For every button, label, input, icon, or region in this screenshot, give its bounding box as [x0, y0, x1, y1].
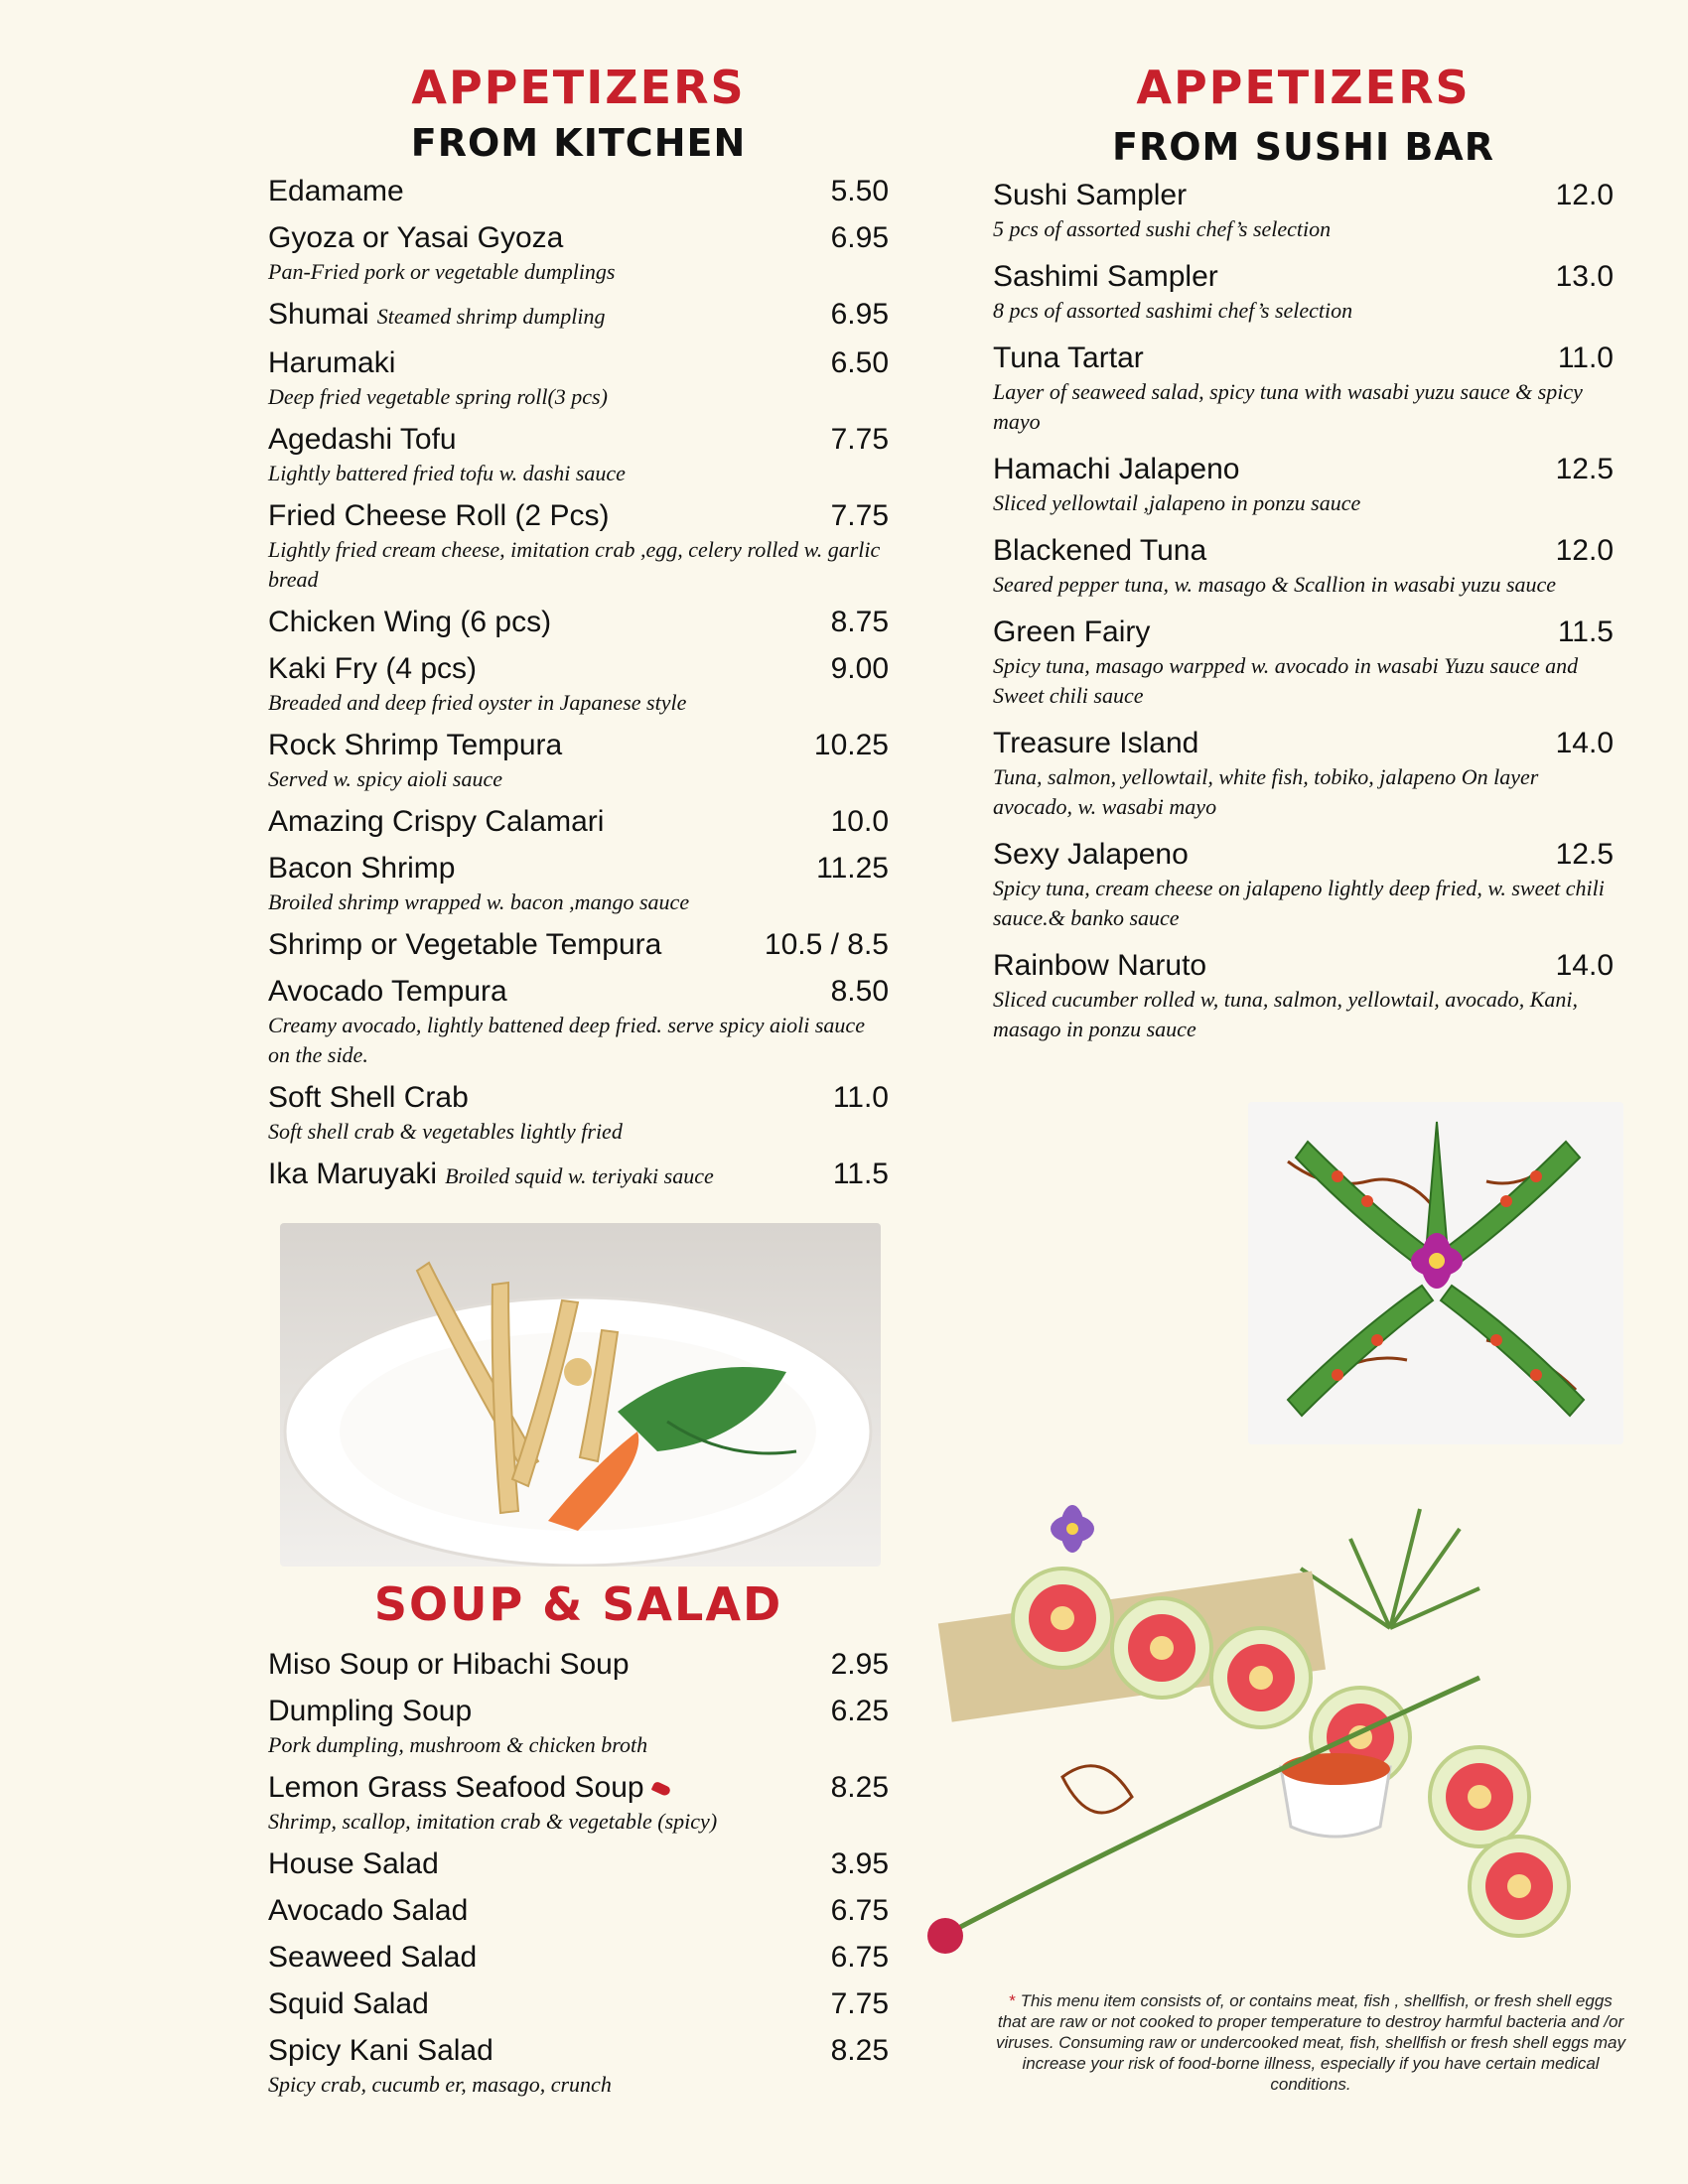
menu-item-description: Spicy tuna, cream cheese on jalapeno lightly deep fried, w. sweet chili sauce.& banko sauce	[993, 876, 1605, 930]
menu-item-name	[993, 836, 1189, 874]
menu-item-price: 5.50	[830, 175, 889, 207]
menu-item-name-text: Harumaki	[268, 346, 396, 379]
menu-item-name	[268, 650, 477, 688]
menu-item-price: 14.0	[1555, 727, 1614, 759]
menu-item	[268, 1769, 889, 1837]
menu-item-row	[268, 421, 889, 459]
menu-item-row	[993, 836, 1614, 874]
tempura-photo	[280, 1223, 881, 1567]
menu-item	[268, 1892, 889, 1930]
menu-item-price: 2.95	[830, 1648, 889, 1681]
menu-item-name	[993, 340, 1144, 377]
menu-item-price: 11.25	[816, 852, 889, 885]
menu-item-name	[268, 497, 609, 535]
menu-item-name-text: Rainbow Naruto	[993, 949, 1207, 982]
menu-item-name-text: Shrimp or Vegetable Tempura	[268, 928, 662, 961]
menu-item-price: 3.95	[830, 1847, 889, 1880]
menu-item-name	[268, 1769, 670, 1807]
kitchen-section	[268, 60, 889, 1204]
menu-item-name	[268, 219, 563, 257]
menu-item	[268, 1693, 889, 1760]
raw-food-disclaimer	[993, 1990, 1628, 2095]
menu-item-description: Lightly fried cream cheese, imitation crab ,egg, celery rolled w. garlic bread	[268, 537, 881, 592]
menu-item-name	[268, 803, 604, 841]
menu-item-name-text: Kaki Fry (4 pcs)	[268, 652, 478, 685]
menu-item-name	[268, 1939, 477, 1977]
menu-item	[268, 344, 889, 412]
menu-item-price: 10.0	[830, 805, 889, 838]
menu-item-row	[268, 296, 889, 336]
menu-item	[268, 173, 889, 210]
disclaimer-star: *	[1009, 1991, 1016, 2010]
menu-item-price: 6.75	[830, 1941, 889, 1974]
menu-item-row	[268, 803, 889, 841]
menu-item	[993, 725, 1614, 822]
menu-item-price: 12.5	[1555, 453, 1614, 485]
menu-item-description: Deep fried vegetable spring roll(3 pcs)	[268, 384, 608, 409]
menu-item-name-text: Sexy Jalapeno	[993, 838, 1189, 871]
menu-item-price: 6.50	[830, 346, 889, 379]
menu-item-price: 8.25	[830, 1771, 889, 1804]
menu-item-name-text: Treasure Island	[993, 727, 1199, 759]
menu-item	[268, 803, 889, 841]
menu-item-row	[268, 604, 889, 641]
menu-item-name	[268, 2032, 493, 2070]
menu-item-name	[268, 173, 404, 210]
menu-item-name	[268, 604, 551, 641]
menu-item-description: Pan-Fried pork or vegetable dumplings	[268, 259, 616, 284]
jalapeno-plate-illustration	[1248, 1102, 1623, 1444]
menu-item-name-text: Ika Maruyaki	[268, 1158, 438, 1190]
menu-item-row	[993, 532, 1614, 570]
menu-item	[993, 532, 1614, 600]
menu-item-name	[993, 451, 1239, 488]
menu-item-name-text: Squid Salad	[268, 1987, 429, 2020]
menu-item	[268, 850, 889, 917]
menu-item-name	[268, 421, 457, 459]
menu-item-name-text: Tuna Tartar	[993, 341, 1144, 374]
menu-item-price: 14.0	[1555, 949, 1614, 982]
menu-item-price: 6.75	[830, 1894, 889, 1927]
menu-item-price: 7.75	[830, 423, 889, 456]
menu-item-row	[993, 614, 1614, 651]
menu-item-price: 6.95	[830, 221, 889, 254]
menu-item-name-text: Miso Soup or Hibachi Soup	[268, 1648, 630, 1681]
soup-item-list	[268, 1646, 889, 2100]
menu-item-description: Soft shell crab & vegetables lightly fried	[268, 1119, 623, 1144]
menu-item-price: 7.75	[830, 499, 889, 532]
menu-item-description: Spicy tuna, masago warpped w. avocado in wasabi Yuzu sauce and Sweet chili sauce	[993, 653, 1579, 708]
kitchen-title: APPETIZERS	[411, 61, 746, 114]
menu-item-description: Lightly battered fried tofu w. dashi sauce	[268, 461, 626, 485]
menu-item	[993, 451, 1614, 518]
menu-item-description: Breaded and deep fried oyster in Japanese style	[268, 690, 687, 715]
kitchen-item-list	[268, 173, 889, 1195]
menu-item-description: Broiled shrimp wrapped w. bacon ,mango sauce	[268, 889, 690, 914]
menu-item-row	[993, 725, 1614, 762]
menu-item-price: 13.0	[1555, 260, 1614, 293]
menu-item-price: 10.25	[813, 729, 889, 761]
menu-item-name-text: Agedashi Tofu	[268, 423, 457, 456]
menu-item-description: Seared pepper tuna, w. masago & Scallion in wasabi yuzu sauce	[993, 572, 1557, 597]
menu-item-description: Layer of seaweed salad, spicy tuna with wasabi yuzu sauce & spicy mayo	[993, 379, 1583, 434]
menu-item-row	[268, 727, 889, 764]
menu-item-description: Pork dumpling, mushroom & chicken broth	[268, 1732, 648, 1757]
menu-item-name-text: Blackened Tuna	[993, 534, 1207, 567]
menu-item-description: Shrimp, scallop, imitation crab & vegetable (spicy)	[268, 1809, 718, 1834]
chili-pepper-icon	[650, 1781, 671, 1798]
menu-item-name	[268, 1079, 469, 1117]
menu-item-row	[268, 1079, 889, 1117]
menu-item-row	[268, 1892, 889, 1930]
menu-item-name	[268, 1646, 630, 1684]
sushi-subtitle: FROM SUSHI BAR	[1112, 125, 1494, 169]
menu-item-name	[268, 926, 661, 964]
menu-item-row	[268, 973, 889, 1011]
sexy-jalapeno-photo	[1248, 1102, 1623, 1444]
menu-item-name-text: Rock Shrimp Tempura	[268, 729, 563, 761]
menu-item-row	[993, 947, 1614, 985]
menu-item-description: Sliced cucumber rolled w, tuna, salmon, yellowtail, avocado, Kani, masago in ponzu sauce	[993, 987, 1579, 1041]
menu-item	[268, 926, 889, 964]
menu-item-row	[268, 926, 889, 964]
menu-item-description: Sliced yellowtail ,jalapeno in ponzu sauce	[993, 490, 1361, 515]
menu-item-row	[268, 497, 889, 535]
menu-item	[268, 604, 889, 641]
menu-item	[268, 421, 889, 488]
menu-item-name	[993, 947, 1206, 985]
menu-item-price: 8.25	[830, 2034, 889, 2067]
menu-item-name-text: Soft Shell Crab	[268, 1081, 469, 1114]
menu-item-name	[268, 1845, 439, 1883]
menu-item-row	[268, 173, 889, 210]
menu-item-price: 11.5	[1557, 615, 1614, 648]
menu-item-inline-desc: Steamed shrimp dumpling	[376, 304, 606, 329]
menu-item	[268, 1646, 889, 1684]
menu-item-row	[268, 850, 889, 887]
menu-item-price: 6.95	[830, 298, 889, 331]
naruto-plate-illustration	[923, 1420, 1658, 1976]
menu-item-name	[268, 1156, 714, 1195]
menu-item-name-text: Edamame	[268, 175, 404, 207]
menu-item-description: Creamy avocado, lightly battened deep fried. serve spicy aioli sauce on the side.	[268, 1013, 865, 1067]
menu-item-row	[268, 1985, 889, 2023]
menu-item	[993, 947, 1614, 1044]
soup-section	[268, 1576, 889, 2109]
sushi-title: APPETIZERS	[1136, 61, 1471, 114]
menu-item-name-text: Spicy Kani Salad	[268, 2034, 493, 2067]
menu-item	[268, 1079, 889, 1147]
menu-item-row	[268, 1939, 889, 1977]
menu-item-name	[268, 296, 605, 336]
menu-item-row	[268, 344, 889, 382]
menu-item-name	[993, 532, 1206, 570]
menu-item-row	[993, 340, 1614, 377]
menu-item	[268, 1156, 889, 1195]
menu-item-price: 12.0	[1555, 534, 1614, 567]
menu-item	[268, 219, 889, 287]
menu-item-name	[268, 727, 562, 764]
menu-item-name-text: Sushi Sampler	[993, 179, 1188, 211]
menu-item-row	[993, 258, 1614, 296]
menu-item	[268, 650, 889, 718]
menu-item-price: 8.50	[830, 975, 889, 1008]
menu-item-name-text: Seaweed Salad	[268, 1941, 478, 1974]
menu-item-name	[268, 344, 395, 382]
menu-item-price: 7.75	[830, 1987, 889, 2020]
menu-item-description: Spicy crab, cucumb er, masago, crunch	[268, 2072, 612, 2097]
menu-item-name-text: Avocado Tempura	[268, 975, 507, 1008]
menu-item-price: 11.0	[832, 1081, 889, 1114]
menu-item	[268, 973, 889, 1070]
menu-item-name-text: Chicken Wing (6 pcs)	[268, 606, 552, 638]
menu-item	[268, 1985, 889, 2023]
menu-item	[993, 836, 1614, 933]
kitchen-subtitle: FROM KITCHEN	[410, 121, 747, 165]
menu-item-price: 9.00	[830, 652, 889, 685]
sushi-section	[993, 60, 1614, 1058]
menu-item-name	[268, 850, 455, 887]
menu-item-price: 12.0	[1555, 179, 1614, 211]
menu-item-name-text: Bacon Shrimp	[268, 852, 456, 885]
menu-item-name-text: Gyoza or Yasai Gyoza	[268, 221, 564, 254]
menu-item-row	[268, 1845, 889, 1883]
menu-item-name-text: Dumpling Soup	[268, 1695, 473, 1727]
disclaimer-text: This menu item consists of, or contains meat, fish , shellfish, or fresh shell eggs that are raw or not cooked to proper temperature to destroy harmful bacteria and /or viruses. Consuming raw or undercooked meat, fish, shellfish or fresh shell eggs may increase your risk of food-borne illness, especially if you have certain medical conditions.	[995, 1991, 1625, 2094]
menu-item-name-text: Fried Cheese Roll (2 Pcs)	[268, 499, 610, 532]
menu-item-name-text: Green Fairy	[993, 615, 1151, 648]
soup-title: SOUP & SALAD	[373, 1577, 783, 1631]
menu-item	[268, 296, 889, 336]
menu-item-name	[993, 258, 1218, 296]
menu-item	[268, 727, 889, 794]
menu-item-price: 12.5	[1555, 838, 1614, 871]
menu-item	[268, 1845, 889, 1883]
menu-item-name-text: Hamachi Jalapeno	[993, 453, 1240, 485]
menu-item-row	[268, 650, 889, 688]
menu-item-name-text: Avocado Salad	[268, 1894, 469, 1927]
menu-item	[268, 1939, 889, 1977]
menu-item-description: 5 pcs of assorted sushi chef’s selection	[993, 216, 1332, 241]
menu-item-name-text: Lemon Grass Seafood Soup	[268, 1771, 644, 1804]
menu-item-row	[993, 451, 1614, 488]
menu-item-row	[268, 1693, 889, 1730]
sushi-item-list	[993, 177, 1614, 1044]
menu-item-name	[268, 1693, 472, 1730]
menu-item-name	[268, 1985, 429, 2023]
menu-item	[993, 614, 1614, 711]
menu-item-description: 8 pcs of assorted sashimi chef’s selection	[993, 298, 1353, 323]
menu-item-row	[268, 1769, 889, 1807]
menu-item-price: 6.25	[830, 1695, 889, 1727]
menu-item-row	[993, 177, 1614, 214]
menu-item	[993, 177, 1614, 244]
menu-item	[268, 497, 889, 595]
menu-item-description: Tuna, salmon, yellowtail, white fish, tobiko, jalapeno On layer avocado, w. wasabi mayo	[993, 764, 1539, 819]
menu-item-price: 11.0	[1557, 341, 1614, 374]
tempura-plate-illustration	[280, 1223, 881, 1567]
menu-item-name-text: Sashimi Sampler	[993, 260, 1218, 293]
menu-item-name	[993, 725, 1198, 762]
menu-item-name	[993, 614, 1150, 651]
menu-item-description: Served w. spicy aioli sauce	[268, 766, 503, 791]
menu-item-price: 10.5 / 8.5	[764, 928, 889, 961]
menu-item-row	[268, 1156, 889, 1195]
menu-item-name-text: House Salad	[268, 1847, 439, 1880]
menu-item-row	[268, 219, 889, 257]
rainbow-naruto-photo	[923, 1420, 1658, 1976]
menu-item-name	[268, 1892, 468, 1930]
menu-item	[268, 2032, 889, 2100]
menu-item-price: 8.75	[830, 606, 889, 638]
menu-item-row	[268, 2032, 889, 2070]
menu-item-inline-desc: Broiled squid w. teriyaki sauce	[445, 1163, 714, 1188]
menu-item-name	[268, 973, 507, 1011]
menu-item-name-text: Amazing Crispy Calamari	[268, 805, 605, 838]
menu-item	[993, 340, 1614, 437]
menu-item-name	[993, 177, 1187, 214]
menu-item	[993, 258, 1614, 326]
menu-item-row	[268, 1646, 889, 1684]
menu-item-price: 11.5	[832, 1158, 889, 1190]
menu-item-name-text: Shumai	[268, 298, 369, 331]
